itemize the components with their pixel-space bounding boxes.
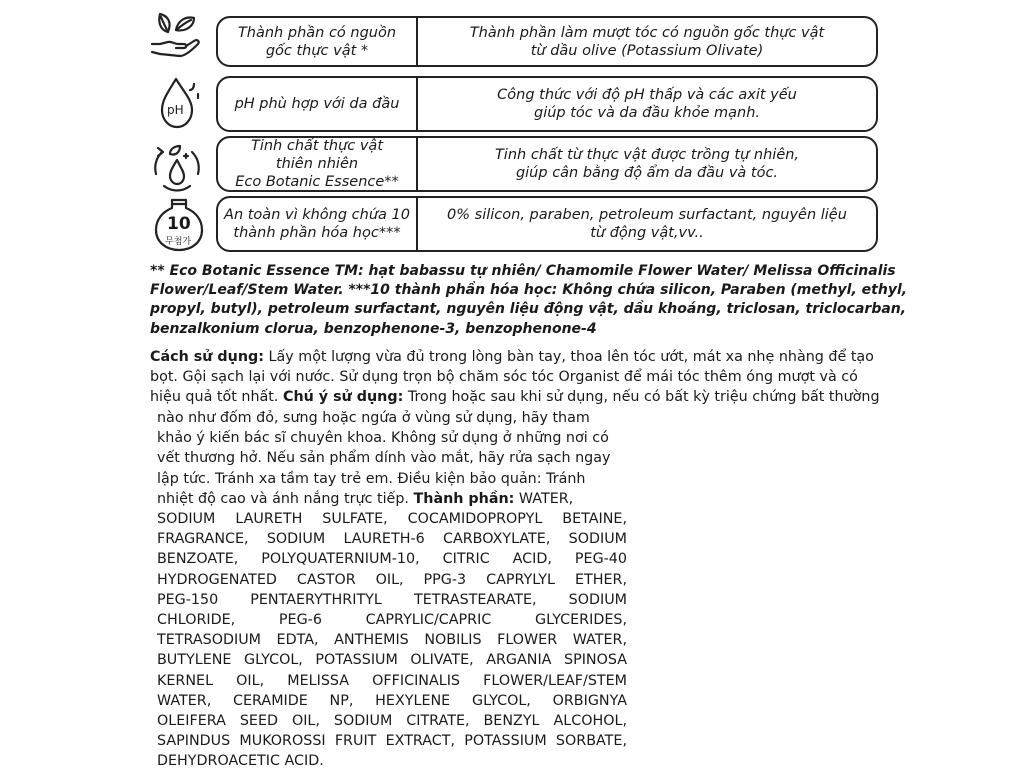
- feature-label-line: Tinh chất thực vật: [250, 138, 383, 154]
- ingredient-line: HYDROGENATED CASTOR OIL, PPG-3 CAPRYLYL ETHER,: [157, 571, 627, 588]
- caution-line: khảo ý kiến bác sĩ chuyên khoa. Không sử dụng ở những nơi có: [157, 430, 609, 447]
- usage-text: Lấy một lượng vừa đủ trong lòng bàn tay, thoa lên tóc ướt, mát xa nhẹ nhàng để tạo: [263, 349, 874, 365]
- feature-label: [218, 138, 418, 190]
- usage-line: [150, 387, 890, 407]
- footnote-line: ** Eco Botanic Essence TM: hạt babassu tự nhiên/ Chamomile Flower Water/ Melissa Officinalis: [150, 263, 896, 279]
- botanic-cycle-icon: [150, 140, 204, 194]
- feature-description-line: Tinh chất từ thực vật được trồng tự nhiên,: [494, 147, 800, 163]
- ingredient-line: OLEIFERA SEED OIL, SODIUM CITRATE, BENZYL ALCOHOL,: [157, 713, 627, 730]
- ingredient-line: CHLORIDE, PEG-6 CAPRYLIC/CAPRIC GLYCERIDES,: [157, 612, 627, 629]
- ph-drop-icon: [150, 76, 204, 130]
- feature-label-line: thành phần hóa học***: [233, 225, 401, 241]
- feature-description: [418, 198, 876, 250]
- feature-description-line: Thành phần làm mượt tóc có nguồn gốc thực vật: [469, 24, 825, 41]
- usage-instructions: [150, 347, 890, 408]
- footnote-line: propyl, butyl), petroleum surfactant, nguyên liệu động vật, dầu khoáng, triclosan, triclocarban,: [150, 301, 907, 318]
- feature-label-line: Eco Botanic Essence**: [235, 174, 399, 190]
- feature-description: [418, 138, 876, 190]
- usage-text: hiệu quả tốt nhất.: [150, 389, 283, 406]
- feature-label-line: An toàn vì không chứa 10: [224, 207, 410, 223]
- ingredients-heading: Thành phần:: [413, 490, 515, 507]
- feature-description-line: từ động vật,vv..: [590, 225, 704, 241]
- feature-description-line: giúp tóc và da đầu khỏe mạnh.: [533, 105, 761, 121]
- feature-description-line: Công thức với độ pH thấp và các axit yếu: [497, 87, 797, 103]
- caution-text: Trong hoặc sau khi sử dụng, nếu có bất kỳ triệu chứng bất thường: [403, 389, 880, 406]
- ingredient-line: TETRASODIUM EDTA, ANTHEMIS NOBILIS FLOWER WATER,: [157, 632, 627, 649]
- feature-row-botanic-essence: [216, 136, 878, 192]
- footnote-line: Flower/Leaf/Stem Water. ***10 thành phần hóa học: Không chứa silicon, Paraben (methyl, ethyl,: [150, 282, 908, 299]
- ingredient-line: SODIUM LAURETH SULFATE, COCAMIDOPROPYL BETAINE,: [157, 511, 627, 528]
- ingredient-line: PEG-150 PENTAERYTHRITYL TETRASTEARATE, SODIUM: [157, 591, 627, 608]
- feature-row-ph: [216, 76, 878, 132]
- feature-row-chemical-free: [216, 196, 878, 252]
- ingredient-line: BUTYLENE GLYCOL, POTASSIUM OLIVATE, ARGANIA SPINOSA: [157, 652, 627, 669]
- ingredient-text: WATER,: [514, 490, 574, 507]
- free-10-icon-label: 무첨가: [165, 237, 192, 247]
- caution-and-ingredients: [157, 408, 627, 772]
- ingredient-line: SAPINDUS MUKOROSSI FRUIT EXTRACT, POTASSIUM SORBATE,: [157, 733, 627, 750]
- feature-label: [218, 18, 418, 65]
- feature-label-line: gốc thực vật *: [265, 42, 369, 59]
- svg-text:pH: pH: [167, 103, 184, 117]
- caution-line: nào như đốm đỏ, sưng hoặc ngứa ở vùng sử dụng, hãy tham: [157, 410, 590, 426]
- caution-line: vết thương hở. Nếu sản phẩm dính vào mắt, hãy rửa sạch ngay: [157, 450, 611, 467]
- feature-label-line: Thành phần có nguồn: [237, 24, 397, 41]
- feature-description: [418, 18, 876, 65]
- feature-description: [418, 78, 876, 130]
- feature-label-line: thiên nhiên: [275, 156, 359, 172]
- usage-line: [150, 347, 890, 367]
- ingredient-line: KERNEL OIL, MELISSA OFFICINALIS FLOWER/LEAF/STEM: [157, 672, 627, 689]
- feature-label: [218, 198, 418, 250]
- free-10-icon-number: 10: [167, 214, 191, 234]
- leaf-hand-icon: [150, 8, 204, 62]
- feature-label-line: pH phù hợp với da đầu: [234, 96, 400, 112]
- caution-heading: Chú ý sử dụng:: [282, 389, 404, 406]
- usage-line: bọt. Gội sạch lại với nước. Sử dụng trọn bộ chăm sóc tóc Organist để mái tóc thêm óng mượt và có: [150, 369, 858, 386]
- feature-description-line: giúp cân bằng độ ẩm da đầu và tóc.: [515, 165, 779, 181]
- ingredients-intro-line: [157, 489, 627, 509]
- footnote-line: benzalkonium clorua, benzophenone-3, benzophenone-4: [150, 320, 597, 337]
- feature-label: [218, 78, 418, 130]
- ingredient-line: DEHYDROACETIC ACID.: [157, 753, 324, 770]
- storage-text: nhiệt độ cao và ánh nắng trực tiếp.: [157, 490, 414, 507]
- feature-row-plant-origin: [216, 16, 878, 67]
- feature-description-line: từ dầu olive (Potassium Olivate): [530, 42, 764, 59]
- ingredient-line: WATER, CERAMIDE NP, HEXYLENE GLYCOL, ORBIGNYA: [157, 692, 627, 709]
- ingredient-line: FRAGRANCE, SODIUM LAURETH-6 CARBOXYLATE, SODIUM: [157, 531, 627, 548]
- footnotes: [150, 262, 908, 339]
- usage-heading: Cách sử dụng:: [150, 349, 264, 365]
- caution-line: lập tức. Tránh xa tầm tay trẻ em. Điều kiện bảo quản: Tránh: [157, 470, 586, 487]
- feature-description-line: 0% silicon, paraben, petroleum surfactant, nguyên liệu: [447, 207, 847, 223]
- ingredient-line: BENZOATE, POLYQUATERNIUM-10, CITRIC ACID, PEG-40: [157, 551, 627, 568]
